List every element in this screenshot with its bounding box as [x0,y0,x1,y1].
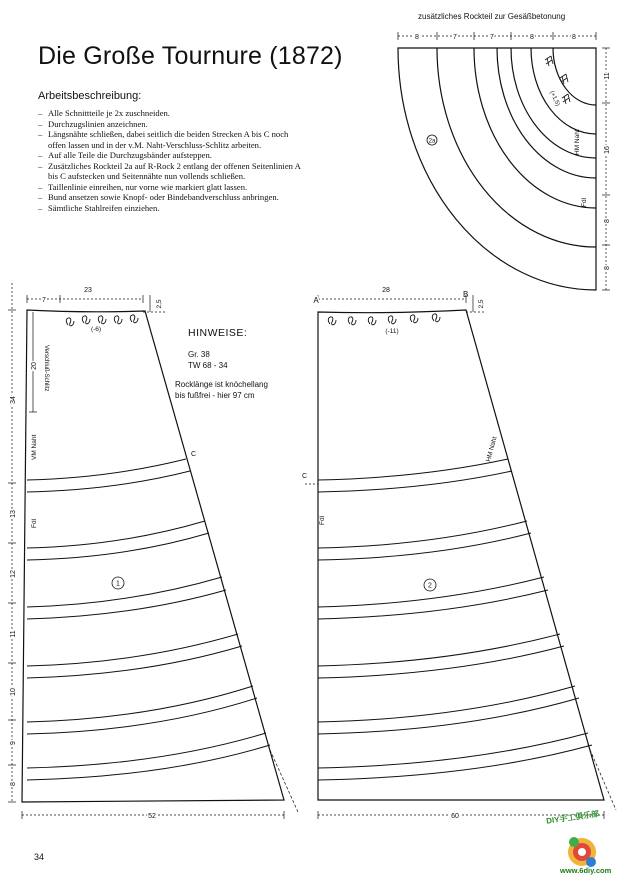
p1-point-c: C [191,451,197,458]
extra-top-measure: 8 [530,34,534,41]
instruction-step: – Zusätzliches Rockteil 2a auf R-Rock 2 entlang der offenen Seitenlinien A bis C aufstecken und Seitennähte nun vollends schließen. [38,161,306,182]
instruction-step: – Auf alle Teile die Durchzugsbänder aufsteppen. [38,150,306,161]
instruction-step: – Durchzugslinien anzeichnen. [38,119,306,130]
page-title: Die Große Tournure (1872) [38,42,343,70]
skirt-piece-1 [8,283,298,819]
extra-top-measure: 7 [490,34,494,41]
instruction-step: – Alle Schnittteile je 2x zuschneiden. [38,108,306,119]
p1-seam-label: VM Naht [31,434,38,460]
p1-waist-drop: 2,5 [156,299,163,309]
extra-right-measure: 11 [604,72,611,80]
hinweise-length-2: bis fußfrei - hier 97 cm [175,391,255,400]
watermark-logo [568,837,596,867]
extra-top-measure: 7 [453,34,457,41]
instruction-step: – Bund ansetzen sowie Knopf- oder Bindebandverschluss anbringen. [38,192,306,203]
p1-number: 1 [116,580,120,588]
page-number: 34 [34,852,45,862]
p2-grain-label: Fdl [319,515,326,525]
p1-left-measure: 34 [10,396,17,404]
p2-bottom-width: 60 [451,813,459,820]
p1-slit-length: 20 [31,362,38,370]
instruction-step: – Sämtliche Stahlreifen einziehen. [38,203,306,214]
skirt-piece-2 [305,295,616,819]
p2-top-width: 28 [382,287,390,294]
extra-piece-label: zusätzliches Rockteil zur Gesäßbetonung [418,12,566,21]
p1-left-measure: 10 [10,688,17,696]
extra-right-measure: 16 [604,146,611,154]
instruction-step: – Taillenlinie einreihen, nur vorne wie markiert glatt lassen. [38,182,306,193]
extra-grain-label: Fdl [581,197,588,207]
hinweise-title: HINWEISE: [188,327,248,339]
hinweise-size: Gr. 38 [188,350,210,359]
extra-right-measure: 8 [604,266,611,270]
p2-waist-drop: 2,5 [478,299,485,309]
hinweise-length-1: Rocklänge ist knöchellang [175,380,268,389]
p1-left-measure: 8 [10,782,17,786]
p2-point-c: C [302,473,308,480]
instructions-heading: Arbeitsbeschreibung: [38,90,142,102]
p1-top-width: 23 [84,287,92,294]
p1-left-measure: 9 [10,741,17,745]
p2-point-b: B [463,290,469,299]
p1-gather: (-6) [90,326,102,333]
hinweise-tw: TW 68 - 34 [188,361,228,370]
instruction-step: – Längsnähte schließen, dabei seitlich die beiden Strecken A bis C noch offen lassen und in der v.M. Naht-Verschluss-Schlitz arbeiten. [38,129,306,150]
extra-piece-2a [398,32,610,290]
extra-center-tag: (+1,5) [548,90,561,108]
extra-seam-label: HM Naht [574,129,581,155]
p1-bottom-width: 52 [148,813,156,820]
p2-seam-label: HM Naht [485,435,499,463]
p1-top-left-measure: 7 [42,297,46,304]
p1-slit-label: Verschluß-Schlitz [43,345,49,392]
p1-left-measure: 12 [10,570,17,578]
p1-left-measure: 13 [10,510,17,518]
p1-grain-label: Fdl [31,518,38,528]
extra-top-measure: 8 [572,34,576,41]
extra-piece-number: 2a [428,138,436,145]
p2-gather: (-11) [385,328,399,335]
p1-left-measure: 11 [10,630,17,638]
extra-top-measure: 8 [415,34,419,41]
p2-point-a: A [313,296,319,305]
p2-number: 2 [428,582,432,590]
watermark-url: www.6diy.com [560,866,612,875]
watermark-text: DIY手工俱乐部 [545,809,600,826]
extra-right-measure: 8 [604,219,611,223]
